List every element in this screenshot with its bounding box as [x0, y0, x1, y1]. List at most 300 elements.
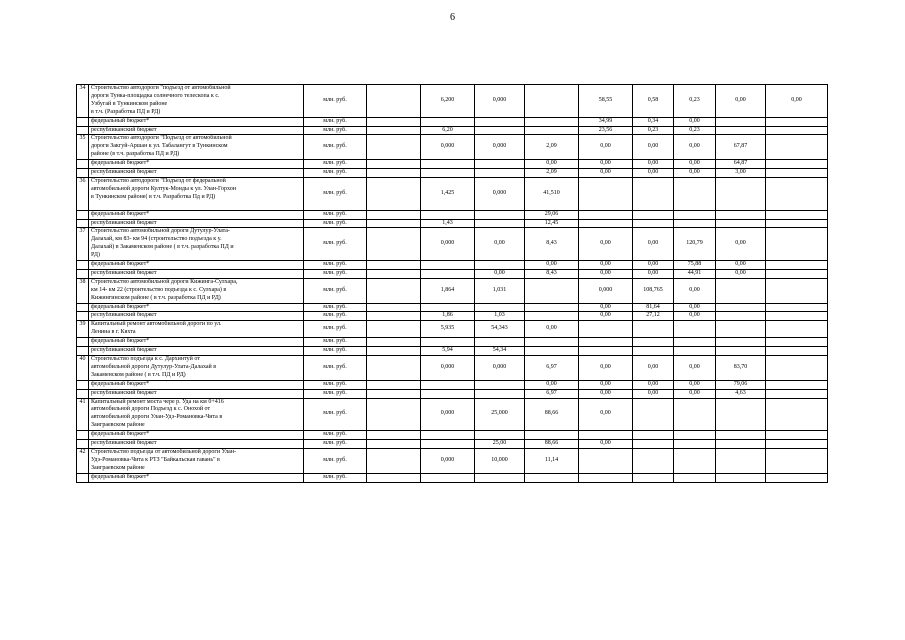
value-cell: 0,00: [674, 160, 716, 169]
value-cell: 34,99: [579, 117, 633, 126]
value-cell: 1,03: [475, 312, 525, 321]
value-cell: 0,00: [633, 228, 674, 261]
value-cell: 0,00: [633, 380, 674, 389]
value-cell: [633, 473, 674, 482]
row-name-line: Капитальный ремонт моста чере р. Уда на км 0+416: [91, 398, 224, 405]
value-cell: 0,00: [674, 389, 716, 398]
value-cell: [475, 431, 525, 440]
value-cell: [579, 219, 633, 228]
row-number: [77, 380, 89, 389]
value-cell: [766, 431, 828, 440]
value-cell: 6,97: [525, 389, 579, 398]
value-cell: [766, 219, 828, 228]
row-name: [89, 177, 304, 210]
value-cell: 54,34: [475, 347, 525, 356]
value-cell: 83,70: [716, 356, 766, 381]
value-cell: [421, 117, 475, 126]
row-name: [89, 85, 304, 118]
value-cell: [525, 303, 579, 312]
value-cell: 0,00: [633, 261, 674, 270]
unit-cell: млн. руб.: [304, 440, 367, 449]
value-cell: 12,45: [525, 219, 579, 228]
value-cell: 0,000: [421, 356, 475, 381]
row-name: [89, 278, 304, 303]
table-row-budget: [77, 380, 828, 389]
value-cell: 81,64: [633, 303, 674, 312]
row-name-line: республиканский бюджет: [91, 389, 157, 396]
table-row-budget: [77, 117, 828, 126]
value-cell: 0,00: [579, 228, 633, 261]
value-cell: [766, 269, 828, 278]
value-cell: 3,00: [716, 169, 766, 178]
table-row-project: [77, 228, 828, 261]
row-number: [77, 440, 89, 449]
row-name-line: федеральный бюджет*: [91, 261, 150, 268]
row-name: [89, 440, 304, 449]
row-name-line: федеральный бюджет*: [91, 380, 150, 387]
row-name: [89, 169, 304, 178]
value-cell: [579, 210, 633, 219]
row-name: [89, 126, 304, 135]
unit-cell: млн. руб.: [304, 278, 367, 303]
value-cell: [674, 210, 716, 219]
unit-cell: млн. руб.: [304, 321, 367, 338]
row-name-line: Строительство автомобильной дороги Дутулур-Улата-: [91, 228, 230, 235]
row-name: [89, 473, 304, 482]
value-cell: [367, 126, 421, 135]
value-cell: 58,55: [579, 85, 633, 118]
row-name-line: Закаменском районе ( в т.ч. ПД и РД): [91, 371, 186, 378]
value-cell: 0,00: [633, 169, 674, 178]
unit-cell: млн. руб.: [304, 338, 367, 347]
value-cell: [525, 278, 579, 303]
value-cell: [475, 160, 525, 169]
value-cell: [766, 321, 828, 338]
value-cell: [674, 398, 716, 431]
budget-table: [76, 84, 828, 483]
value-cell: [716, 219, 766, 228]
value-cell: [421, 389, 475, 398]
value-cell: [367, 338, 421, 347]
table-row-budget: [77, 303, 828, 312]
row-name-line: в т.ч. (Разработка ПД и РД): [91, 108, 161, 115]
value-cell: [421, 169, 475, 178]
value-cell: [766, 347, 828, 356]
unit-cell: млн. руб.: [304, 398, 367, 431]
value-cell: 0,00: [674, 135, 716, 160]
value-cell: [766, 389, 828, 398]
value-cell: 0,00: [716, 261, 766, 270]
value-cell: 0,000: [421, 398, 475, 431]
row-name: [89, 269, 304, 278]
value-cell: [716, 303, 766, 312]
value-cell: [367, 228, 421, 261]
value-cell: 0,00: [633, 356, 674, 381]
value-cell: 88,66: [525, 440, 579, 449]
value-cell: 0,00: [525, 380, 579, 389]
value-cell: [525, 312, 579, 321]
unit-cell: млн. руб.: [304, 261, 367, 270]
value-cell: [766, 177, 828, 210]
value-cell: 88,66: [525, 398, 579, 431]
value-cell: [766, 169, 828, 178]
row-name-line: федеральный бюджет*: [91, 117, 150, 124]
value-cell: 2,09: [525, 135, 579, 160]
value-cell: 0,23: [633, 126, 674, 135]
value-cell: [716, 177, 766, 210]
value-cell: [766, 261, 828, 270]
table-row-budget: [77, 160, 828, 169]
table-row-project: [77, 448, 828, 473]
value-cell: 8,43: [525, 228, 579, 261]
value-cell: 0,000: [475, 356, 525, 381]
value-cell: 0,23: [674, 126, 716, 135]
value-cell: 0,00: [579, 356, 633, 381]
row-name-line: республиканский бюджет: [91, 169, 157, 176]
unit-cell: млн. руб.: [304, 448, 367, 473]
row-name-line: федеральный бюджет*: [91, 303, 150, 310]
value-cell: 0,00: [674, 356, 716, 381]
value-cell: 0,000: [421, 448, 475, 473]
row-name-line: дороги Тунка-площадка солнечного телескопа к с.: [91, 92, 220, 99]
row-number: [77, 303, 89, 312]
table-row-project: [77, 356, 828, 381]
value-cell: [716, 321, 766, 338]
row-name: [89, 389, 304, 398]
value-cell: [475, 261, 525, 270]
value-cell: 27,12: [633, 312, 674, 321]
table-row-budget: [77, 312, 828, 321]
row-name: [89, 312, 304, 321]
table-row-budget: [77, 347, 828, 356]
row-name-line: Заиграевском районе: [91, 464, 145, 471]
value-cell: 6,97: [525, 356, 579, 381]
unit-cell: млн. руб.: [304, 160, 367, 169]
row-name-line: Удэ-Романовка-Чита к РТЗ "Байкальская гавань" в: [91, 456, 220, 463]
value-cell: [367, 389, 421, 398]
row-name-line: Кижингинском районе ( в т.ч. разработка ПД и РД): [91, 294, 221, 301]
row-number: [77, 312, 89, 321]
value-cell: [766, 380, 828, 389]
value-cell: [716, 473, 766, 482]
value-cell: [579, 347, 633, 356]
row-number: [77, 389, 89, 398]
unit-cell: млн. руб.: [304, 117, 367, 126]
value-cell: [367, 278, 421, 303]
value-cell: 0,00: [579, 389, 633, 398]
row-number: [77, 210, 89, 219]
value-cell: 0,00: [633, 269, 674, 278]
value-cell: 41,510: [525, 177, 579, 210]
value-cell: 6,20: [421, 126, 475, 135]
value-cell: 0,000: [421, 228, 475, 261]
value-cell: [367, 303, 421, 312]
row-name: [89, 219, 304, 228]
row-name-line: Строительство автодороги "Подъезд от федеральной: [91, 177, 226, 184]
value-cell: [525, 126, 579, 135]
value-cell: [367, 321, 421, 338]
row-name: [89, 117, 304, 126]
unit-cell: млн. руб.: [304, 356, 367, 381]
value-cell: 0,00: [579, 398, 633, 431]
row-name-line: Капитальный ремонт автомобильной дороги по ул.: [91, 321, 222, 328]
value-cell: 0,00: [633, 160, 674, 169]
value-cell: [766, 228, 828, 261]
table-row-project: [77, 278, 828, 303]
row-name-line: республиканский бюджет: [91, 219, 157, 226]
row-name-line: [91, 202, 301, 210]
value-cell: [421, 440, 475, 449]
value-cell: [367, 347, 421, 356]
value-cell: [367, 85, 421, 118]
value-cell: 1,031: [475, 278, 525, 303]
row-name-line: Ленина в г. Кяхта: [91, 329, 136, 336]
value-cell: 0,00: [716, 85, 766, 118]
row-name: [89, 380, 304, 389]
row-name-line: дороги Закгуй-Аршан к ул. Табалангут в Тункинском: [91, 143, 228, 150]
value-cell: 2,09: [525, 169, 579, 178]
value-cell: [633, 347, 674, 356]
value-cell: [766, 135, 828, 160]
row-name-line: республиканский бюджет: [91, 312, 157, 319]
value-cell: [367, 135, 421, 160]
row-name-line: Строительство автомобильной дороги Кижинга-Сулхара,: [91, 278, 238, 285]
value-cell: [674, 219, 716, 228]
row-name-line: Строительство подъезда к с. Дархинтуй от: [91, 356, 200, 362]
value-cell: [525, 431, 579, 440]
value-cell: 0,00: [579, 261, 633, 270]
table-row-budget: [77, 440, 828, 449]
row-number: 35: [77, 135, 89, 160]
value-cell: 1,43: [421, 219, 475, 228]
unit-cell: млн. руб.: [304, 177, 367, 210]
row-number: [77, 269, 89, 278]
value-cell: [674, 440, 716, 449]
value-cell: 6,200: [421, 85, 475, 118]
value-cell: 0,000: [421, 135, 475, 160]
unit-cell: млн. руб.: [304, 126, 367, 135]
row-number: [77, 219, 89, 228]
value-cell: [766, 278, 828, 303]
row-name-line: федеральный бюджет*: [91, 431, 150, 438]
value-cell: [525, 85, 579, 118]
value-cell: [367, 431, 421, 440]
value-cell: 0,00: [579, 440, 633, 449]
unit-cell: млн. руб.: [304, 312, 367, 321]
row-number: 40: [77, 356, 89, 381]
row-name: [89, 228, 304, 261]
row-number: 38: [77, 278, 89, 303]
unit-cell: млн. руб.: [304, 431, 367, 440]
value-cell: [579, 321, 633, 338]
value-cell: 75,88: [674, 261, 716, 270]
value-cell: 67,87: [716, 135, 766, 160]
row-name-line: РД): [91, 252, 100, 259]
value-cell: 1,864: [421, 278, 475, 303]
value-cell: [475, 473, 525, 482]
value-cell: 10,000: [475, 448, 525, 473]
value-cell: [633, 440, 674, 449]
row-name-line: в Тункинском районе( в т.ч. Разработка Пд и РД): [91, 193, 216, 200]
value-cell: 0,34: [633, 117, 674, 126]
value-cell: [367, 261, 421, 270]
value-cell: 0,00: [579, 312, 633, 321]
value-cell: 0,000: [475, 135, 525, 160]
value-cell: [716, 278, 766, 303]
value-cell: [766, 398, 828, 431]
row-number: 36: [77, 177, 89, 210]
value-cell: [579, 177, 633, 210]
value-cell: [421, 303, 475, 312]
value-cell: 0,000: [475, 177, 525, 210]
row-name-line: республиканский бюджет: [91, 440, 157, 447]
table-row-budget: [77, 219, 828, 228]
value-cell: [367, 177, 421, 210]
row-name-line: федеральный бюджет*: [91, 160, 150, 167]
unit-cell: млн. руб.: [304, 169, 367, 178]
table-row-project: [77, 85, 828, 118]
value-cell: [766, 338, 828, 347]
value-cell: 0,00: [766, 85, 828, 118]
value-cell: [766, 303, 828, 312]
unit-cell: млн. руб.: [304, 380, 367, 389]
row-name-line: республиканский бюджет: [91, 126, 157, 133]
value-cell: 0,00: [525, 160, 579, 169]
value-cell: [716, 312, 766, 321]
row-name-line: районе (в т.ч. разработка ПД и РД): [91, 151, 180, 158]
row-number: 34: [77, 85, 89, 118]
table-row-project: [77, 398, 828, 431]
value-cell: [716, 431, 766, 440]
row-name-line: Далахай, км 83- км 94 (строительство подъезда к у.: [91, 236, 222, 243]
value-cell: 0,00: [633, 135, 674, 160]
value-cell: [367, 269, 421, 278]
value-cell: [633, 338, 674, 347]
row-name-line: автомобильной дороги Улан-Удэ-Романовка-Чита в: [91, 414, 223, 421]
row-name: [89, 160, 304, 169]
value-cell: 0,000: [579, 278, 633, 303]
value-cell: 0,00: [579, 160, 633, 169]
value-cell: [525, 338, 579, 347]
value-cell: [367, 210, 421, 219]
unit-cell: млн. руб.: [304, 85, 367, 118]
table-row-project: [77, 135, 828, 160]
value-cell: [766, 160, 828, 169]
unit-cell: млн. руб.: [304, 219, 367, 228]
value-cell: 0,00: [579, 303, 633, 312]
row-name-line: автомобильной дороги Култук-Монды к ул. Улан-Горхон: [91, 185, 236, 192]
row-name-line: федеральный бюджет*: [91, 338, 150, 345]
value-cell: 0,23: [674, 85, 716, 118]
value-cell: [766, 448, 828, 473]
row-number: [77, 169, 89, 178]
value-cell: [367, 219, 421, 228]
table-row-project: [77, 177, 828, 210]
value-cell: [633, 210, 674, 219]
value-cell: [475, 169, 525, 178]
row-name: [89, 347, 304, 356]
value-cell: [367, 312, 421, 321]
value-cell: 64,87: [716, 160, 766, 169]
value-cell: [421, 338, 475, 347]
table-row-budget: [77, 261, 828, 270]
unit-cell: млн. руб.: [304, 210, 367, 219]
value-cell: [525, 347, 579, 356]
row-name-line: Строительство подъезда от автомобильной дороги Улан-: [91, 448, 237, 455]
value-cell: 44,91: [674, 269, 716, 278]
value-cell: [674, 448, 716, 473]
row-number: 42: [77, 448, 89, 473]
value-cell: [475, 117, 525, 126]
value-cell: 4,63: [716, 389, 766, 398]
value-cell: [367, 448, 421, 473]
unit-cell: млн. руб.: [304, 303, 367, 312]
table-row-budget: [77, 473, 828, 482]
value-cell: 0,000: [475, 85, 525, 118]
row-number: [77, 117, 89, 126]
value-cell: 8,43: [525, 269, 579, 278]
value-cell: [716, 126, 766, 135]
value-cell: [633, 431, 674, 440]
value-cell: 0,00: [674, 117, 716, 126]
table-body: [77, 85, 828, 483]
value-cell: [367, 473, 421, 482]
table-row-budget: [77, 269, 828, 278]
row-number: [77, 261, 89, 270]
value-cell: [766, 473, 828, 482]
value-cell: [674, 347, 716, 356]
value-cell: [674, 431, 716, 440]
value-cell: 25,000: [475, 398, 525, 431]
value-cell: [475, 210, 525, 219]
value-cell: 120,79: [674, 228, 716, 261]
value-cell: [367, 160, 421, 169]
row-name-line: федеральный бюджет*: [91, 210, 150, 217]
row-name: [89, 210, 304, 219]
row-name: [89, 398, 304, 431]
value-cell: [633, 321, 674, 338]
row-number: 41: [77, 398, 89, 431]
value-cell: [421, 210, 475, 219]
value-cell: [766, 126, 828, 135]
value-cell: [579, 338, 633, 347]
value-cell: 108,765: [633, 278, 674, 303]
value-cell: 29,06: [525, 210, 579, 219]
row-number: [77, 473, 89, 482]
page-number: 6: [450, 12, 455, 23]
table-row-budget: [77, 210, 828, 219]
value-cell: [525, 117, 579, 126]
value-cell: 0,00: [579, 135, 633, 160]
value-cell: [475, 303, 525, 312]
row-name: [89, 431, 304, 440]
value-cell: [367, 380, 421, 389]
value-cell: [716, 448, 766, 473]
row-number: [77, 347, 89, 356]
row-name-line: республиканский бюджет: [91, 269, 157, 276]
unit-cell: млн. руб.: [304, 347, 367, 356]
row-name-line: км 14- км 22 (строительство подъезда к с. Сулхара) в: [91, 286, 227, 293]
value-cell: [716, 338, 766, 347]
value-cell: 0,00: [674, 169, 716, 178]
row-name: [89, 135, 304, 160]
table-row-project: [77, 321, 828, 338]
row-name-line: Строительство автодороги "подъезд от автомобильной: [91, 85, 231, 91]
value-cell: [475, 219, 525, 228]
table-row-budget: [77, 389, 828, 398]
value-cell: [475, 338, 525, 347]
row-name-line: автомобильной дороги Подъезд к с. Онохой от: [91, 406, 211, 413]
